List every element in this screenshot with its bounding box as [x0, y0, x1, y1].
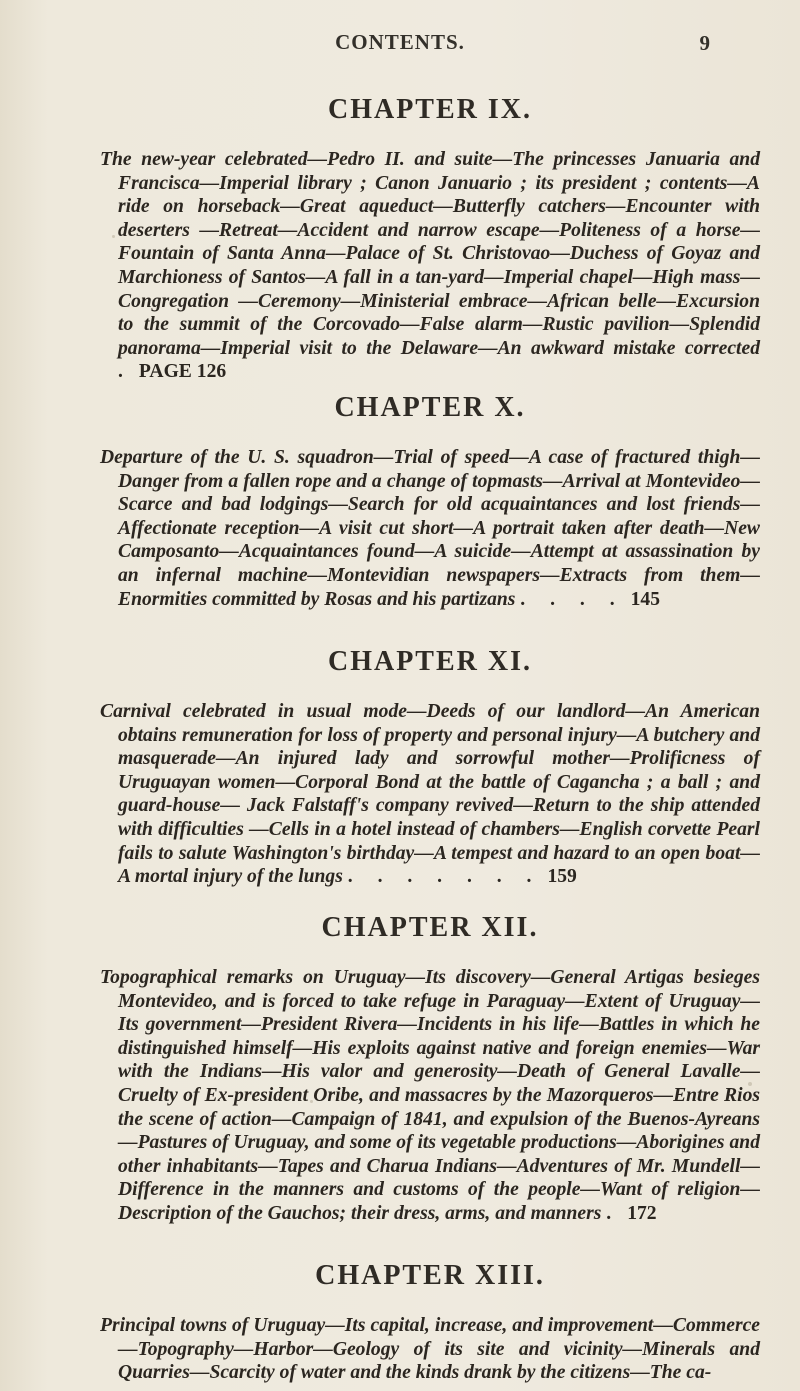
chapter-summary [100, 966, 760, 1226]
chapter-title: CHAPTER X. [334, 392, 526, 423]
summary-text: Principal towns of Uruguay—Its capital, increase, and improvement—Commerce —Topography—Harbor—Geology of its site and vicinity—Minerals and Quarries—Scarcity of water and the kinds drank by the citizens—The ca- [100, 1315, 760, 1384]
chapter-title: CHAPTER XII. [321, 912, 539, 943]
chapter-entry [100, 646, 760, 889]
summary-text: Carnival celebrated in usual mode—Deeds of our landlord—An American obtains remuneration for loss of property and personal injury—A butchery and masquerade—An injured lady and sorrowful mother—Prolificness of Uruguayan women—Corporal Bond at the battle of Cagancha ; a ball ; and guard-house— Jack Falstaff's company revived—Return to the ship attended with difficulties —Cells in a hotel instead of chambers—English corvette Pearl fails to salute Washington's birthday—A tempest and hazard to an open boat—A mortal injury of the lungs [100, 701, 760, 888]
dot-leader: . . . . [520, 588, 625, 610]
page-number: 9 [699, 31, 710, 55]
chapter-page: 159 [547, 866, 577, 888]
chapter-summary [100, 700, 760, 889]
chapter-page: 145 [630, 588, 660, 610]
chapter-title: CHAPTER XI. [327, 646, 532, 677]
chapter-summary [100, 148, 760, 384]
chapter-title: CHAPTER IX. [327, 94, 532, 125]
summary-text: The new-year celebrated—Pedro II. and suite—The princesses Januaria and Francisca—Imperial library ; Canon Januario ; its president ; contents—A ride on horseback—Great aqueduct—Butterfly catchers—Encounter with deserters —Retreat—Accident and narrow escape—Politeness of a horse—Fountain of Santa Anna—Palace of St. Christovao—Duchess of Goyaz and Marchioness of Santos—A fall in a tan-yard—Imperial chapel—High mass—Congregation —Ceremony—Ministerial embrace—African belle—Excursion to the summit of the Corcovado—False alarm—Rustic pavilion—Splendid panorama—Imperial visit to the Delaware—An awkward mistake corrected [100, 149, 760, 359]
chapter-page: 172 [627, 1202, 657, 1224]
chapter-entry [100, 94, 760, 384]
chapter-summary [100, 1314, 760, 1385]
chapter-page: PAGE 126 [138, 361, 227, 383]
running-head [0, 30, 800, 60]
running-head-title: CONTENTS. [335, 30, 465, 54]
chapter-entry [100, 912, 760, 1226]
chapter-entry [100, 1260, 760, 1385]
summary-text: Topographical remarks on Uruguay—Its discovery—General Artigas besieges Montevideo, and is forced to take refuge in Paraguay—Extent of Uruguay— Its government—President Rivera—Incidents in his life—Battles in which he distinguished himself—His exploits against native and foreign enemies—War with the Indians—His valor and generosity—Death of General Lavalle— Cruelty of Ex-president Oribe, and massacres by the Mazorqueros—Entre Rios the scene of action—Campaign of 1841, and expulsion of the Buenos-Ayreans—Pastures of Uruguay, and some of its vegetable productions—Aborigines and other inhabitants—Tapes and Charua Indians—Adventures of Mr. Mundell—Difference in the manners and customs of the people—Want of religion—Description of the Gauchos; their dress, arms, and manners [100, 967, 760, 1224]
chapter-title: CHAPTER XIII. [315, 1260, 545, 1291]
dot-leader: . . . . . . . [347, 866, 542, 888]
dot-leader: . [118, 361, 133, 383]
chapter-entry [100, 392, 760, 611]
dot-leader: . [606, 1202, 622, 1224]
summary-text: Departure of the U. S. squadron—Trial of speed—A case of fractured thigh— Danger from a fallen rope and a change of topmasts—Arrival at Montevideo— Scarce and bad lodgings—Search for old acquaintances and lost friends— Affectionate reception—A visit cut short—A portrait taken after death—New Camposanto—Acquaintances found—A suicide—Attempt at assassination by an infernal machine—Montevidian newspapers—Extracts from them—Enormities committed by Rosas and his partizans [100, 447, 760, 610]
chapter-summary [100, 446, 760, 611]
